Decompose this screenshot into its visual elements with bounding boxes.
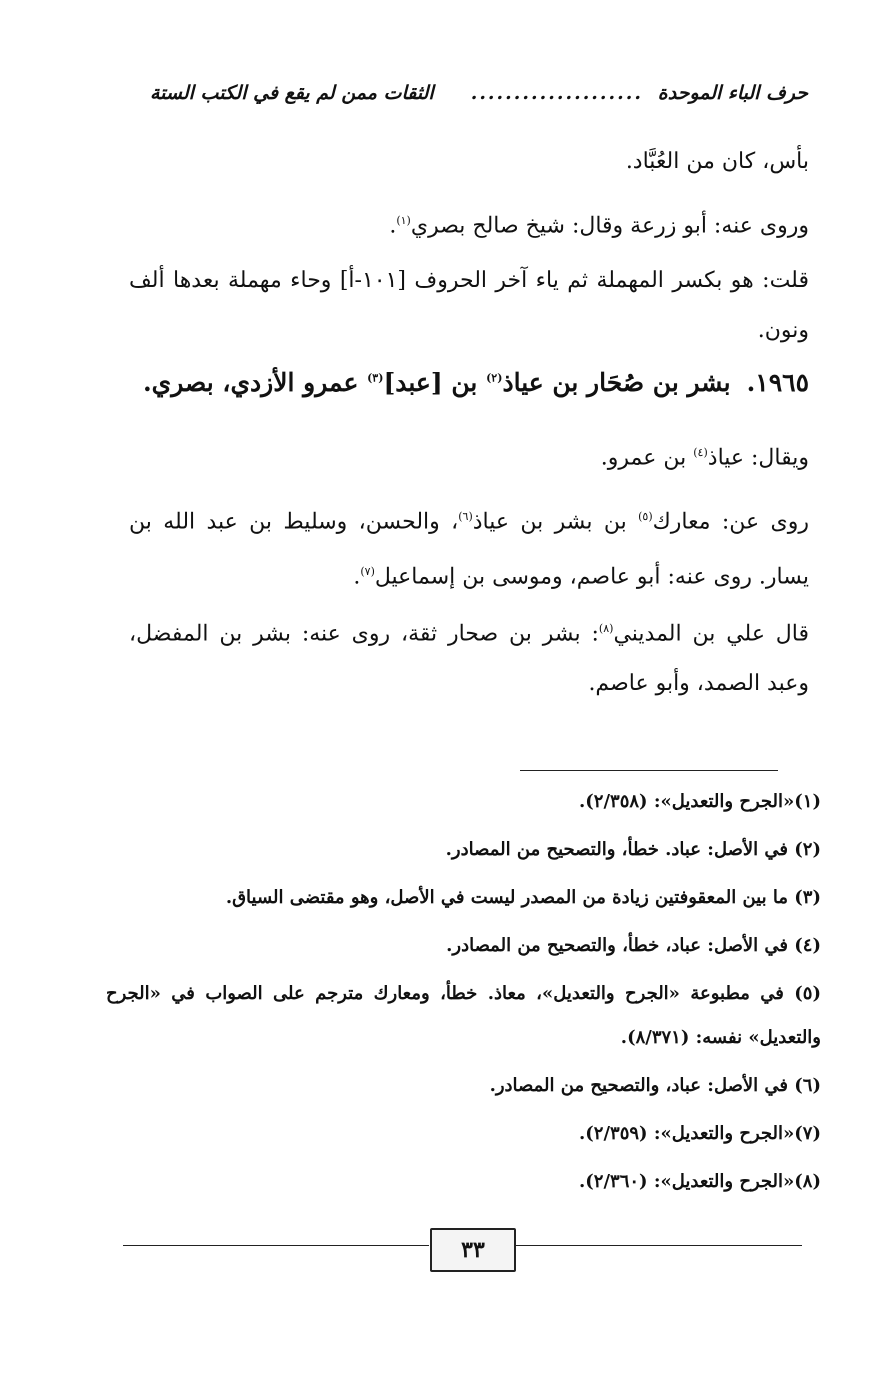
footnote-8: (٨)«الجرح والتعديل»: (٢/٣٦٠). [579, 1171, 821, 1192]
footnote-ref-8[interactable]: (٨) [598, 622, 614, 635]
header-chapter: حرف الباء الموحدة [657, 82, 808, 104]
footnote-separator [520, 770, 778, 771]
paragraph-7-a: قال علي بن المديني [613, 621, 810, 647]
paragraph-6-c: ، والحسن، وسليط بن عبد الله بن يسار. روى عنه: أبو عاصم، وموسى بن إسماعيل [129, 509, 809, 590]
paragraph-6-a: روى عن: معارك [652, 509, 809, 535]
footnote-ref-3[interactable]: (٣) [367, 371, 384, 385]
paragraph-6-b: بن بشر بن عياذ [472, 509, 639, 535]
paragraph-6-d: . [353, 564, 361, 590]
footer-rule-right [512, 1245, 802, 1246]
paragraph-2 [129, 196, 809, 251]
paragraph-6 [129, 492, 809, 603]
paragraph-2-end: . [389, 213, 397, 239]
paragraph-1: بأس، كان من العُبَّاد. [625, 149, 809, 174]
page-number: ٣٣ [430, 1228, 516, 1272]
entry-heading [143, 368, 809, 397]
footnotes [106, 790, 821, 1218]
paragraph-5-a: ويقال: عياذ [707, 445, 809, 471]
footnote-ref-4[interactable]: (٤) [693, 446, 708, 459]
footnote-ref-1[interactable]: (١) [396, 214, 411, 227]
footnote-ref-5[interactable]: (٥) [638, 510, 653, 523]
footnote-7: (٧)«الجرح والتعديل»: (٢/٣٥٩). [579, 1123, 821, 1144]
paragraph-2-text: وروى عنه: أبو زرعة وقال: شيخ صالح بصري [410, 213, 809, 239]
entry-number: ١٩٦٥. [746, 368, 809, 397]
paragraph-5-b: بن عمرو. [600, 445, 694, 471]
footnote-ref-7[interactable]: (٧) [360, 565, 375, 579]
entry-name-c: عمرو الأزدي، بصري. [142, 368, 368, 397]
footnote-2: (٢) في الأصل: عباد. خطأ، والتصحيح من المصادر. [445, 839, 821, 860]
footnote-ref-2[interactable]: (٢) [486, 371, 503, 385]
paragraph-7-b: : بشر بن صحار ثقة، روى عنه: بشر بن المفضل، وعبد الصمد، وأبو عاصم. [129, 621, 809, 697]
footer-rule-left [123, 1245, 429, 1246]
footnote-6: (٦) في الأصل: عباد، والتصحيح من المصادر. [489, 1075, 821, 1096]
header-book-title: الثقات ممن لم يقع في الكتب الستة [150, 82, 434, 104]
footnote-5: (٥) في مطبوعة «الجرح والتعديل»، معاذ. خطأ، ومعارك مترجم على الصواب في «الجرح والتعديل» نفسه: (٨/٣٧١). [106, 983, 821, 1048]
header-dots: .................... [470, 82, 643, 104]
paragraph-5 [129, 428, 809, 483]
running-header [150, 78, 808, 114]
entry-name-a: بشر بن صُحَار بن عياذ [502, 368, 731, 397]
footnote-4: (٤) في الأصل: عباد، خطأ، والتصحيح من المصادر. [446, 935, 821, 956]
paragraph-3: قلت: هو بكسر المهملة ثم ياء آخر الحروف [١٠١-أ] وحاء مهملة بعدها ألف ونون. [129, 268, 809, 343]
footnote-3: (٣) ما بين المعقوفتين زيادة من المصدر ليست في الأصل، وهو مقتضى السياق. [225, 887, 821, 908]
footnote-1: (١)«الجرح والتعديل»: (٢/٣٥٨). [579, 791, 821, 812]
footnote-ref-6[interactable]: (٦) [458, 510, 473, 523]
entry-name-b: بن [عبد] [383, 368, 487, 397]
paragraph-7 [129, 604, 809, 709]
